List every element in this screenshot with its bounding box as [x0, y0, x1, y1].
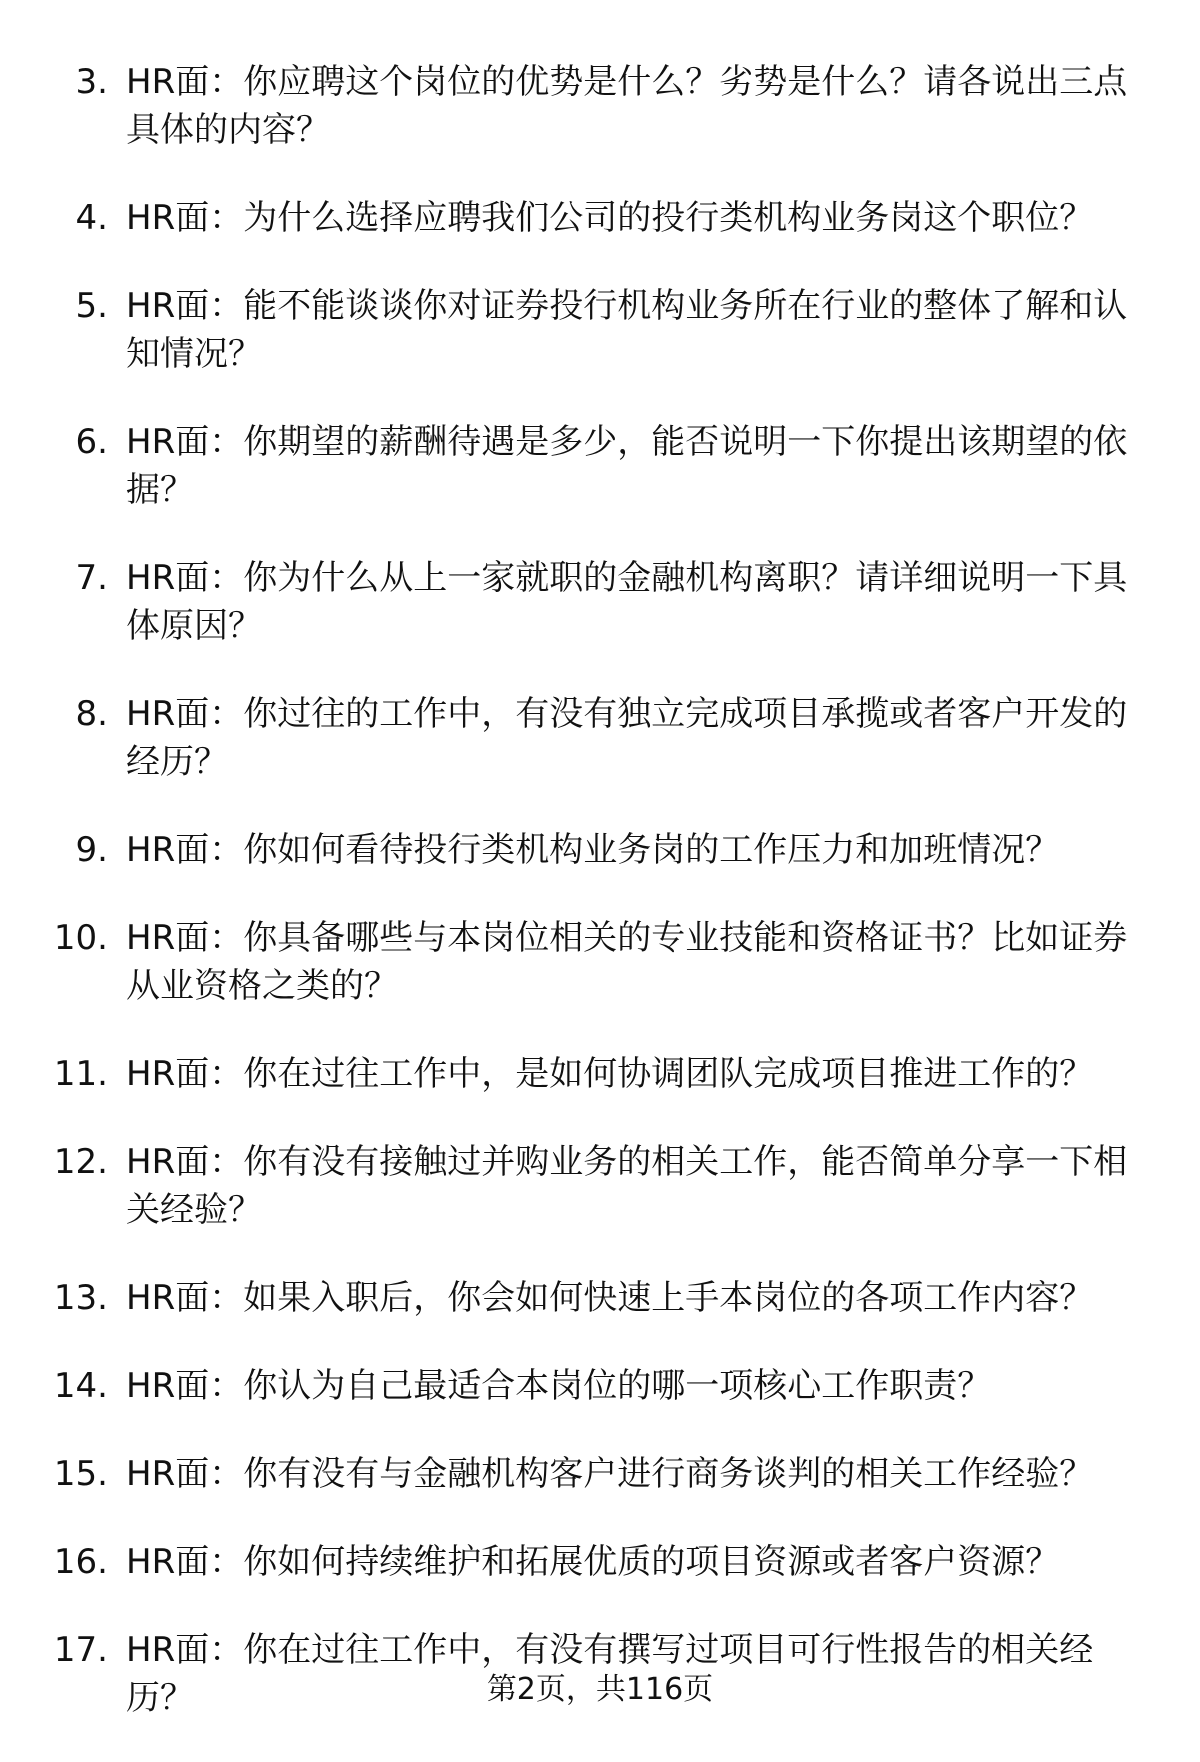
page-footer: 第2页，共116页 [486, 1672, 714, 1707]
question-number: 17. [53, 1630, 108, 1670]
list-item [0, 282, 1200, 378]
list-item [0, 1362, 1200, 1410]
question-number: 8. [75, 694, 108, 734]
question-text: HR面：你有没有接触过并购业务的相关工作，能否简单分享一下相关经验？ [126, 1142, 1128, 1230]
question-text: HR面：你应聘这个岗位的优势是什么？劣势是什么？请各说出三点具体的内容？ [126, 62, 1128, 150]
question-text: HR面：你如何看待投行类机构业务岗的工作压力和加班情况？ [126, 830, 1060, 870]
list-item [0, 914, 1200, 1010]
list-item [0, 554, 1200, 650]
list-item [0, 1050, 1200, 1098]
list-item [0, 1538, 1200, 1586]
question-text: HR面：你在过往工作中，是如何协调团队完成项目推进工作的？ [126, 1054, 1094, 1094]
question-number: 15. [53, 1454, 108, 1494]
question-list [0, 58, 1200, 1762]
list-item [0, 58, 1200, 154]
question-number: 4. [75, 198, 108, 238]
question-number: 13. [53, 1278, 108, 1318]
list-item [0, 690, 1200, 786]
question-number: 6. [75, 422, 108, 462]
question-number: 9. [75, 830, 108, 870]
question-text: HR面：你认为自己最适合本岗位的哪一项核心工作职责？ [126, 1366, 992, 1406]
list-item [0, 194, 1200, 242]
question-text: HR面：如果入职后，你会如何快速上手本岗位的各项工作内容？ [126, 1278, 1094, 1318]
list-item [0, 1138, 1200, 1234]
question-text: HR面：你过往的工作中，有没有独立完成项目承揽或者客户开发的经历？ [126, 694, 1128, 782]
question-text: HR面：你如何持续维护和拓展优质的项目资源或者客户资源？ [126, 1542, 1060, 1582]
question-text: HR面：能不能谈谈你对证券投行机构业务所在行业的整体了解和认知情况？ [126, 286, 1128, 374]
list-item [0, 826, 1200, 874]
question-text: HR面：你在过往工作中，有没有撰写过项目可行性报告的相关经历？ [126, 1630, 1094, 1718]
question-number: 10. [53, 918, 108, 958]
question-number: 14. [53, 1366, 108, 1406]
question-number: 7. [75, 558, 108, 598]
question-text: HR面：为什么选择应聘我们公司的投行类机构业务岗这个职位？ [126, 198, 1094, 238]
question-number: 5. [75, 286, 108, 326]
question-number: 3. [75, 62, 108, 102]
list-item [0, 418, 1200, 514]
question-number: 12. [53, 1142, 108, 1182]
question-number: 11. [53, 1054, 108, 1094]
list-item [0, 1274, 1200, 1322]
question-text: HR面：你期望的薪酬待遇是多少，能否说明一下你提出该期望的依据？ [126, 422, 1128, 510]
question-number: 16. [53, 1542, 108, 1582]
question-text: HR面：你有没有与金融机构客户进行商务谈判的相关工作经验？ [126, 1454, 1094, 1494]
question-text: HR面：你具备哪些与本岗位相关的专业技能和资格证书？比如证券从业资格之类的？ [126, 918, 1128, 1006]
question-text: HR面：你为什么从上一家就职的金融机构离职？请详细说明一下具体原因？ [126, 558, 1128, 646]
list-item [0, 1450, 1200, 1498]
